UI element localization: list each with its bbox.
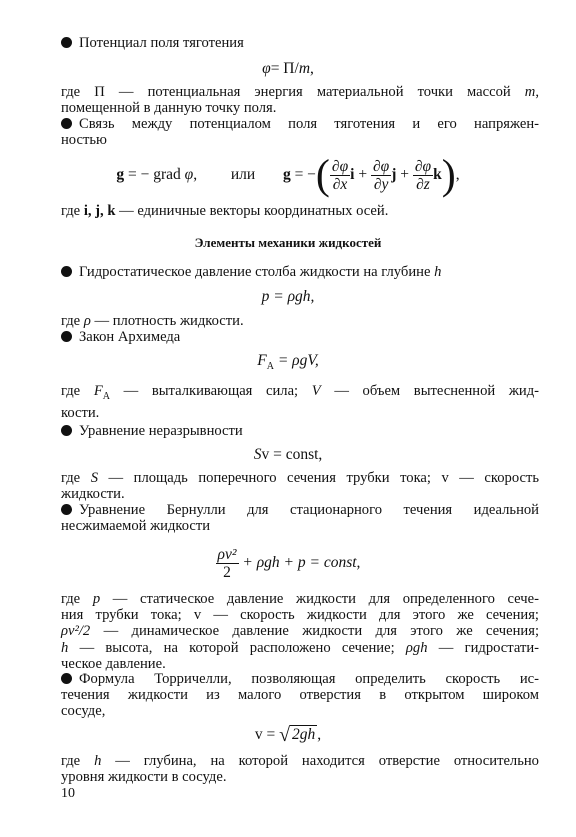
bullet-icon: [61, 266, 72, 277]
paragraph-archimedes: Закон Архимеда: [61, 329, 539, 345]
formula-bernoulli: $\frac{\text{ρv²}}{2}$ + ρgh + p = const,: [217, 545, 361, 581]
paragraph-gravity-potential: Потенциал поля тяготения: [61, 35, 539, 51]
bullet-icon: [61, 425, 72, 436]
bullet-icon: [61, 673, 72, 684]
formula-gradient: g = − grad φ, или g = −( $\frac{\partial\varphi}{\partial x}$ i + $\frac{\partial\varphi}{\partial y}$ j + $\frac{\partial\varphi}{\partial z}$ k),: [116, 152, 460, 199]
formula-hydrostatic: p = ρgh,: [261, 288, 315, 305]
formula-archimedes: $F_A = \rho gV$,: [257, 352, 319, 373]
paragraph-depth: где h — глубина, на которой находится отверстие относительно уровня жидкости в сосуде.: [61, 753, 539, 786]
paragraph-unit-vectors: где i, j, k — единичные векторы координатных осей.: [61, 203, 389, 219]
formula-potential: φ= Π/m,: [262, 60, 314, 77]
paragraph-hydrostatic-pressure: Гидростатическое давление столба жидкости на глубине h: [61, 264, 539, 280]
formula-torricelli: v = √ 2gh ,: [254, 724, 322, 746]
bullet-icon: [61, 118, 72, 129]
bullet-icon: [61, 504, 72, 515]
paragraph-potential-definition: где Π — потенциальная энергия материальной точки массой m, помещенной в данную точку поля.: [61, 84, 539, 117]
paragraph-bernoulli-terms: где p — статическое давление жидкости для определенного сече- ния трубки тока; v — скорость жидкости для этого же сечения; ρv²/2 — динамическое давление жидкости для этого же сечения; h — высота, на которой расположено сечение; ρgh — гидростати- ческое давление.: [61, 591, 539, 672]
paragraph-continuity: Уравнение неразрывности: [61, 423, 539, 439]
paragraph-potential-field-relation: Связь между потенциалом поля тяготения и его напряжен- ностью: [61, 116, 539, 149]
section-heading: Элементы механики жидкостей: [194, 235, 382, 250]
paragraph-torricelli: Формула Торричелли, позволяющая определить скорость ис- течения жидкости из малого отверстия в открытом широком сосуде,: [61, 671, 539, 720]
bullet-icon: [61, 37, 72, 48]
bullet-icon: [61, 331, 72, 342]
paragraph-density: где ρ — плотность жидкости.: [61, 313, 244, 329]
paragraph-bernoulli: Уравнение Бернулли для стационарного течения идеальной несжимаемой жидкости: [61, 502, 539, 535]
page-number: 10: [61, 786, 75, 801]
formula-continuity: Sv = const,: [253, 446, 323, 463]
paragraph-cross-section: где S — площадь поперечного сечения трубки тока; v — скорость жидкости.: [61, 470, 540, 503]
paragraph-buoyancy: где $F_A$ — выталкивающая сила; V — объем вытесненной жид- кости.: [61, 383, 540, 422]
